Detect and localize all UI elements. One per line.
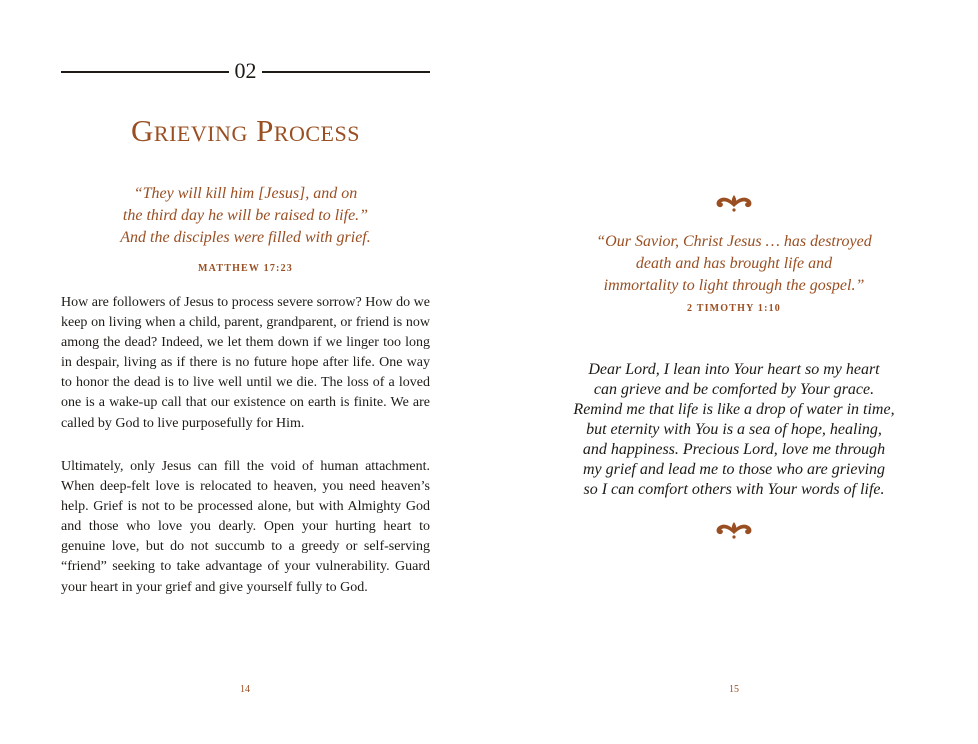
epigraph-quote xyxy=(61,183,430,249)
prayer-line: but eternity with You is a sea of hope, healing, xyxy=(586,421,882,438)
prayer-line: so I can comfort others with Your words of life. xyxy=(583,481,885,498)
fleuron-ornament-icon xyxy=(713,520,755,540)
prayer-line: Dear Lord, I lean into Your heart so my heart xyxy=(588,361,880,378)
chapter-rule-right xyxy=(262,71,430,73)
scripture-reference: 2 TIMOTHY 1:10 xyxy=(686,303,782,314)
page-number: 14 xyxy=(240,684,250,695)
epigraph-line: the third day he will be raised to life.” xyxy=(122,207,369,224)
chapter-rule-left xyxy=(61,71,229,73)
epigraph-quote xyxy=(529,231,939,297)
prayer-text xyxy=(529,360,939,500)
page-number: 15 xyxy=(729,684,739,695)
scripture-reference: MATTHEW 17:23 xyxy=(198,263,293,274)
prayer-line: and happiness. Precious Lord, love me through xyxy=(582,441,886,458)
epigraph-line: “They will kill him [Jesus], and on xyxy=(133,185,358,202)
chapter-title: Grieving Process xyxy=(131,113,360,148)
prayer-line: can grieve and be comforted by Your grace. xyxy=(593,381,875,398)
fleuron-ornament-icon xyxy=(713,193,755,213)
epigraph-line: And the disciples were filled with grief. xyxy=(120,229,371,246)
epigraph-line: “Our Savior, Christ Jesus … has destroyed xyxy=(596,233,872,250)
body-paragraph: Ultimately, only Jesus can fill the void of human attachment. When deep-felt love is relocated to heaven, you need heaven’s help. Grief is not to be processed alone, but with Almighty God and those who love you dearly. Open your hurting heart to genuine love, but do not succumb to a greedy or self-serving “friend” seeking to take advantage of your vulnerability. Guard your heart in your grief and give yourself fully to God. xyxy=(61,459,430,595)
chapter-number: 02 xyxy=(234,58,257,83)
prayer-line: my grief and lead me to those who are grieving xyxy=(582,461,886,478)
prayer-line: Remind me that life is like a drop of water in time, xyxy=(573,401,895,418)
epigraph-line: death and has brought life and xyxy=(635,255,833,272)
right-page xyxy=(489,0,978,744)
epigraph-line: immortality to light through the gospel.” xyxy=(603,277,865,294)
body-paragraph: How are followers of Jesus to process severe sorrow? How do we keep on living when a child, parent, grandparent, or friend is now among the dead? Indeed, we let them down if we linger too long in despair, living as if there is no future hope after life. One way to honor the dead is to live well until we die. The loss of a loved one is a wake-up call that our existence on earth is finite. We are called by God to live purposefully for Him. xyxy=(61,295,430,431)
